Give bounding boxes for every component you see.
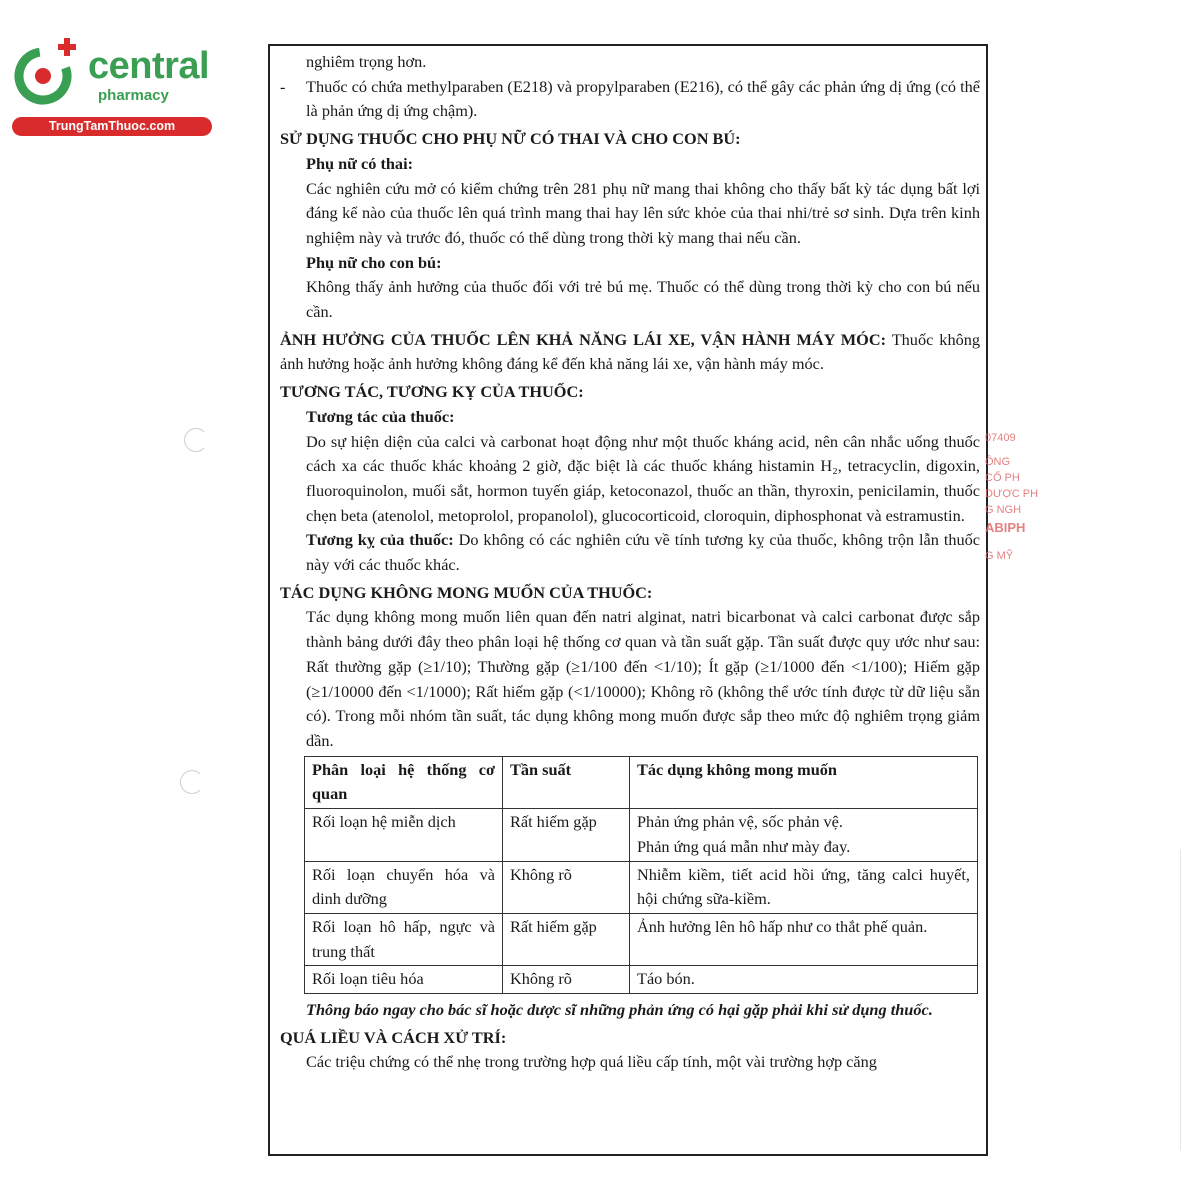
stamp-line: DƯỢC PH xyxy=(985,488,1039,500)
subheading-pregnant: Phụ nữ có thai: xyxy=(306,153,414,173)
subheading-breastfeeding: Phụ nữ cho con bú: xyxy=(306,252,442,272)
binder-hole xyxy=(184,428,208,452)
table-row xyxy=(305,861,978,913)
adverse-effects-table xyxy=(304,756,978,994)
table-cell-frequency: Không rõ xyxy=(503,966,630,994)
paragraph-breastfeeding: Không thấy ảnh hưởng của thuốc đối với trẻ bú mẹ. Thuốc có thể dùng trong thời kỳ cho con bú nếu cần. xyxy=(306,277,980,322)
section-heading-interactions: TƯƠNG TÁC, TƯƠNG KỴ CỦA THUỐC: xyxy=(280,382,584,402)
stamp-line: 07409 xyxy=(985,432,1016,444)
paragraph-adverse: Tác dụng không mong muốn liên quan đến natri alginat, natri bicarbonat và calci carbonat được sắp thành bảng dưới đây theo phân loại hệ thống cơ quan và tần suất gặp. Tần suất được quy ước như sau: Rất thường gặp (≥1/10); Thường gặp (≥1/100 đến <1/10); Ít gặp (≥1/1000 đến <1/100); Hiếm gặp (≥1/10000 đến <1/1000); Rất hiếm gặp (<1/10000); Không rõ (không thể ước tính được từ dữ liệu sẵn có). Trong mỗi nhóm tần suất, tác dụng không mong muốn được sắp theo mức độ nghiêm trọng giảm dần. xyxy=(306,607,980,750)
stamp-line: ÔNG xyxy=(985,456,1011,468)
stamp-line: CỔ PH xyxy=(985,472,1020,484)
effect-line: Phản ứng quá mẫn như mày đay. xyxy=(637,836,851,856)
incompatibility-text: Do không có các nghiên cứu về tính tương kỵ của thuốc, không trộn lẫn thuốc này với các thuốc khác. xyxy=(306,530,980,575)
paragraph-pregnant: Các nghiên cứu mở có kiểm chứng trên 281 phụ nữ mang thai không cho thấy bất kỳ tác dụng bất lợi đáng kể nào của thuốc lên quá trình mang thai hay lên sức khỏe của thai nhi/trẻ sơ sinh. Dựa trên kinh nghiệm này và trước đó, thuốc có thể dùng trong thời kỳ mang thai nếu cần. xyxy=(306,178,980,247)
table-row xyxy=(305,809,978,861)
document-content xyxy=(280,50,980,1075)
table-header: Tác dụng không mong muốn xyxy=(630,756,978,808)
paragraph-driving xyxy=(280,328,980,377)
brand-url: TrungTamThuoc.com xyxy=(12,117,212,136)
table-row xyxy=(305,913,978,965)
table-cell-effect xyxy=(630,809,978,861)
brand-logo xyxy=(10,38,215,138)
paragraph-incompatibility xyxy=(280,528,980,577)
table-cell-effect: Ảnh hưởng lên hô hấp như co thắt phế quản. xyxy=(630,913,978,965)
effect-line: Phản ứng phản vệ, sốc phản vệ. xyxy=(637,812,843,832)
table-cell-frequency: Không rõ xyxy=(503,861,630,913)
section-heading-pregnancy: SỬ DỤNG THUỐC CHO PHỤ NỮ CÓ THAI VÀ CHO CON BÚ: xyxy=(280,129,741,149)
binder-hole xyxy=(180,770,204,794)
table-header: Phân loại hệ thống cơ quan xyxy=(305,756,503,808)
table-cell-frequency: Rất hiếm gặp xyxy=(503,913,630,965)
brand-name: central xyxy=(88,45,210,87)
table-cell-organ: Rối loạn hô hấp, ngực và trung thất xyxy=(305,913,503,965)
stamp-line: G MỸ xyxy=(985,550,1014,562)
document-page xyxy=(268,44,988,1156)
table-cell-organ: Rối loạn chuyển hóa và dinh dưỡng xyxy=(305,861,503,913)
table-cell-effect: Táo bón. xyxy=(630,966,978,994)
table-cell-organ: Rối loạn hệ miễn dịch xyxy=(305,809,503,861)
section-heading-driving: ẢNH HƯỞNG CỦA THUỐC LÊN KHẢ NĂNG LÁI XE, VẬN HÀNH MÁY MÓC: xyxy=(280,329,887,349)
stamp-line: ABIPH xyxy=(985,520,1026,535)
table-cell-frequency: Rất hiếm gặp xyxy=(503,809,630,861)
subheading-incompatibility: Tương kỵ của thuốc: xyxy=(306,530,454,550)
driving-text: Thuốc không ảnh hưởng hoặc ảnh hưởng không đáng kể đến khả năng lái xe, vận hành máy móc. xyxy=(280,329,981,374)
text-line: nghiêm trọng hơn. xyxy=(306,52,427,71)
stamp-line: G NGH xyxy=(985,504,1022,516)
table-header: Tần suất xyxy=(503,756,630,808)
paragraph-interactions: Do sự hiện diện của calci và carbonat hoạt động như một thuốc kháng acid, nên cân nhắc uống thuốc cách xa các thuốc khác khoảng 2 giờ, đặc biệt là các thuốc kháng histamin H₂, tetracyclin, digoxin, fluoroquinolon, muối sắt, hormon tuyến giáp, ketoconazol, thuốc an thần, thyroxin, penicilamin, thuốc chẹn beta (atenolol, metoprolol, propanolol), glucocorticoid, cloroquin, diphosphonat và estramustin. xyxy=(306,431,980,525)
brand-subtitle: pharmacy xyxy=(98,87,169,104)
scan-edge-line xyxy=(1180,850,1181,1150)
subheading-interactions: Tương tác của thuốc: xyxy=(306,406,455,426)
dash-item-text: Thuốc có chứa methylparaben (E218) và propylparaben (E216), có thể gây các phản ứng dị ứng (có thể là phản ứng dị ứng chậm). xyxy=(306,76,980,121)
central-pharmacy-logo-icon xyxy=(10,38,80,108)
section-heading-adverse: TÁC DỤNG KHÔNG MONG MUỐN CỦA THUỐC: xyxy=(280,582,653,602)
section-heading-overdose: QUÁ LIỀU VÀ CÁCH XỬ TRÍ: xyxy=(280,1027,507,1047)
warning-note: Thông báo ngay cho bác sĩ hoặc dược sĩ những phản ứng có hại gặp phải khi sử dụng thuốc. xyxy=(306,1000,933,1020)
dash-list-item: - Thuốc có chứa methylparaben (E218) và propylparaben (E216), có thể gây các phản ứng dị ứng (có thể là phản ứng dị ứng chậm). xyxy=(280,76,980,121)
table-cell-effect: Nhiễm kiềm, tiết acid hồi ứng, tăng calci huyết, hội chứng sữa-kiềm. xyxy=(630,861,978,913)
company-stamp xyxy=(985,430,1039,600)
table-row xyxy=(305,966,978,994)
table-cell-organ: Rối loạn tiêu hóa xyxy=(305,966,503,994)
paragraph-overdose: Các triệu chứng có thể nhẹ trong trường hợp quá liều cấp tính, một vài trường hợp căng xyxy=(306,1052,877,1072)
table-header-row xyxy=(305,756,978,808)
